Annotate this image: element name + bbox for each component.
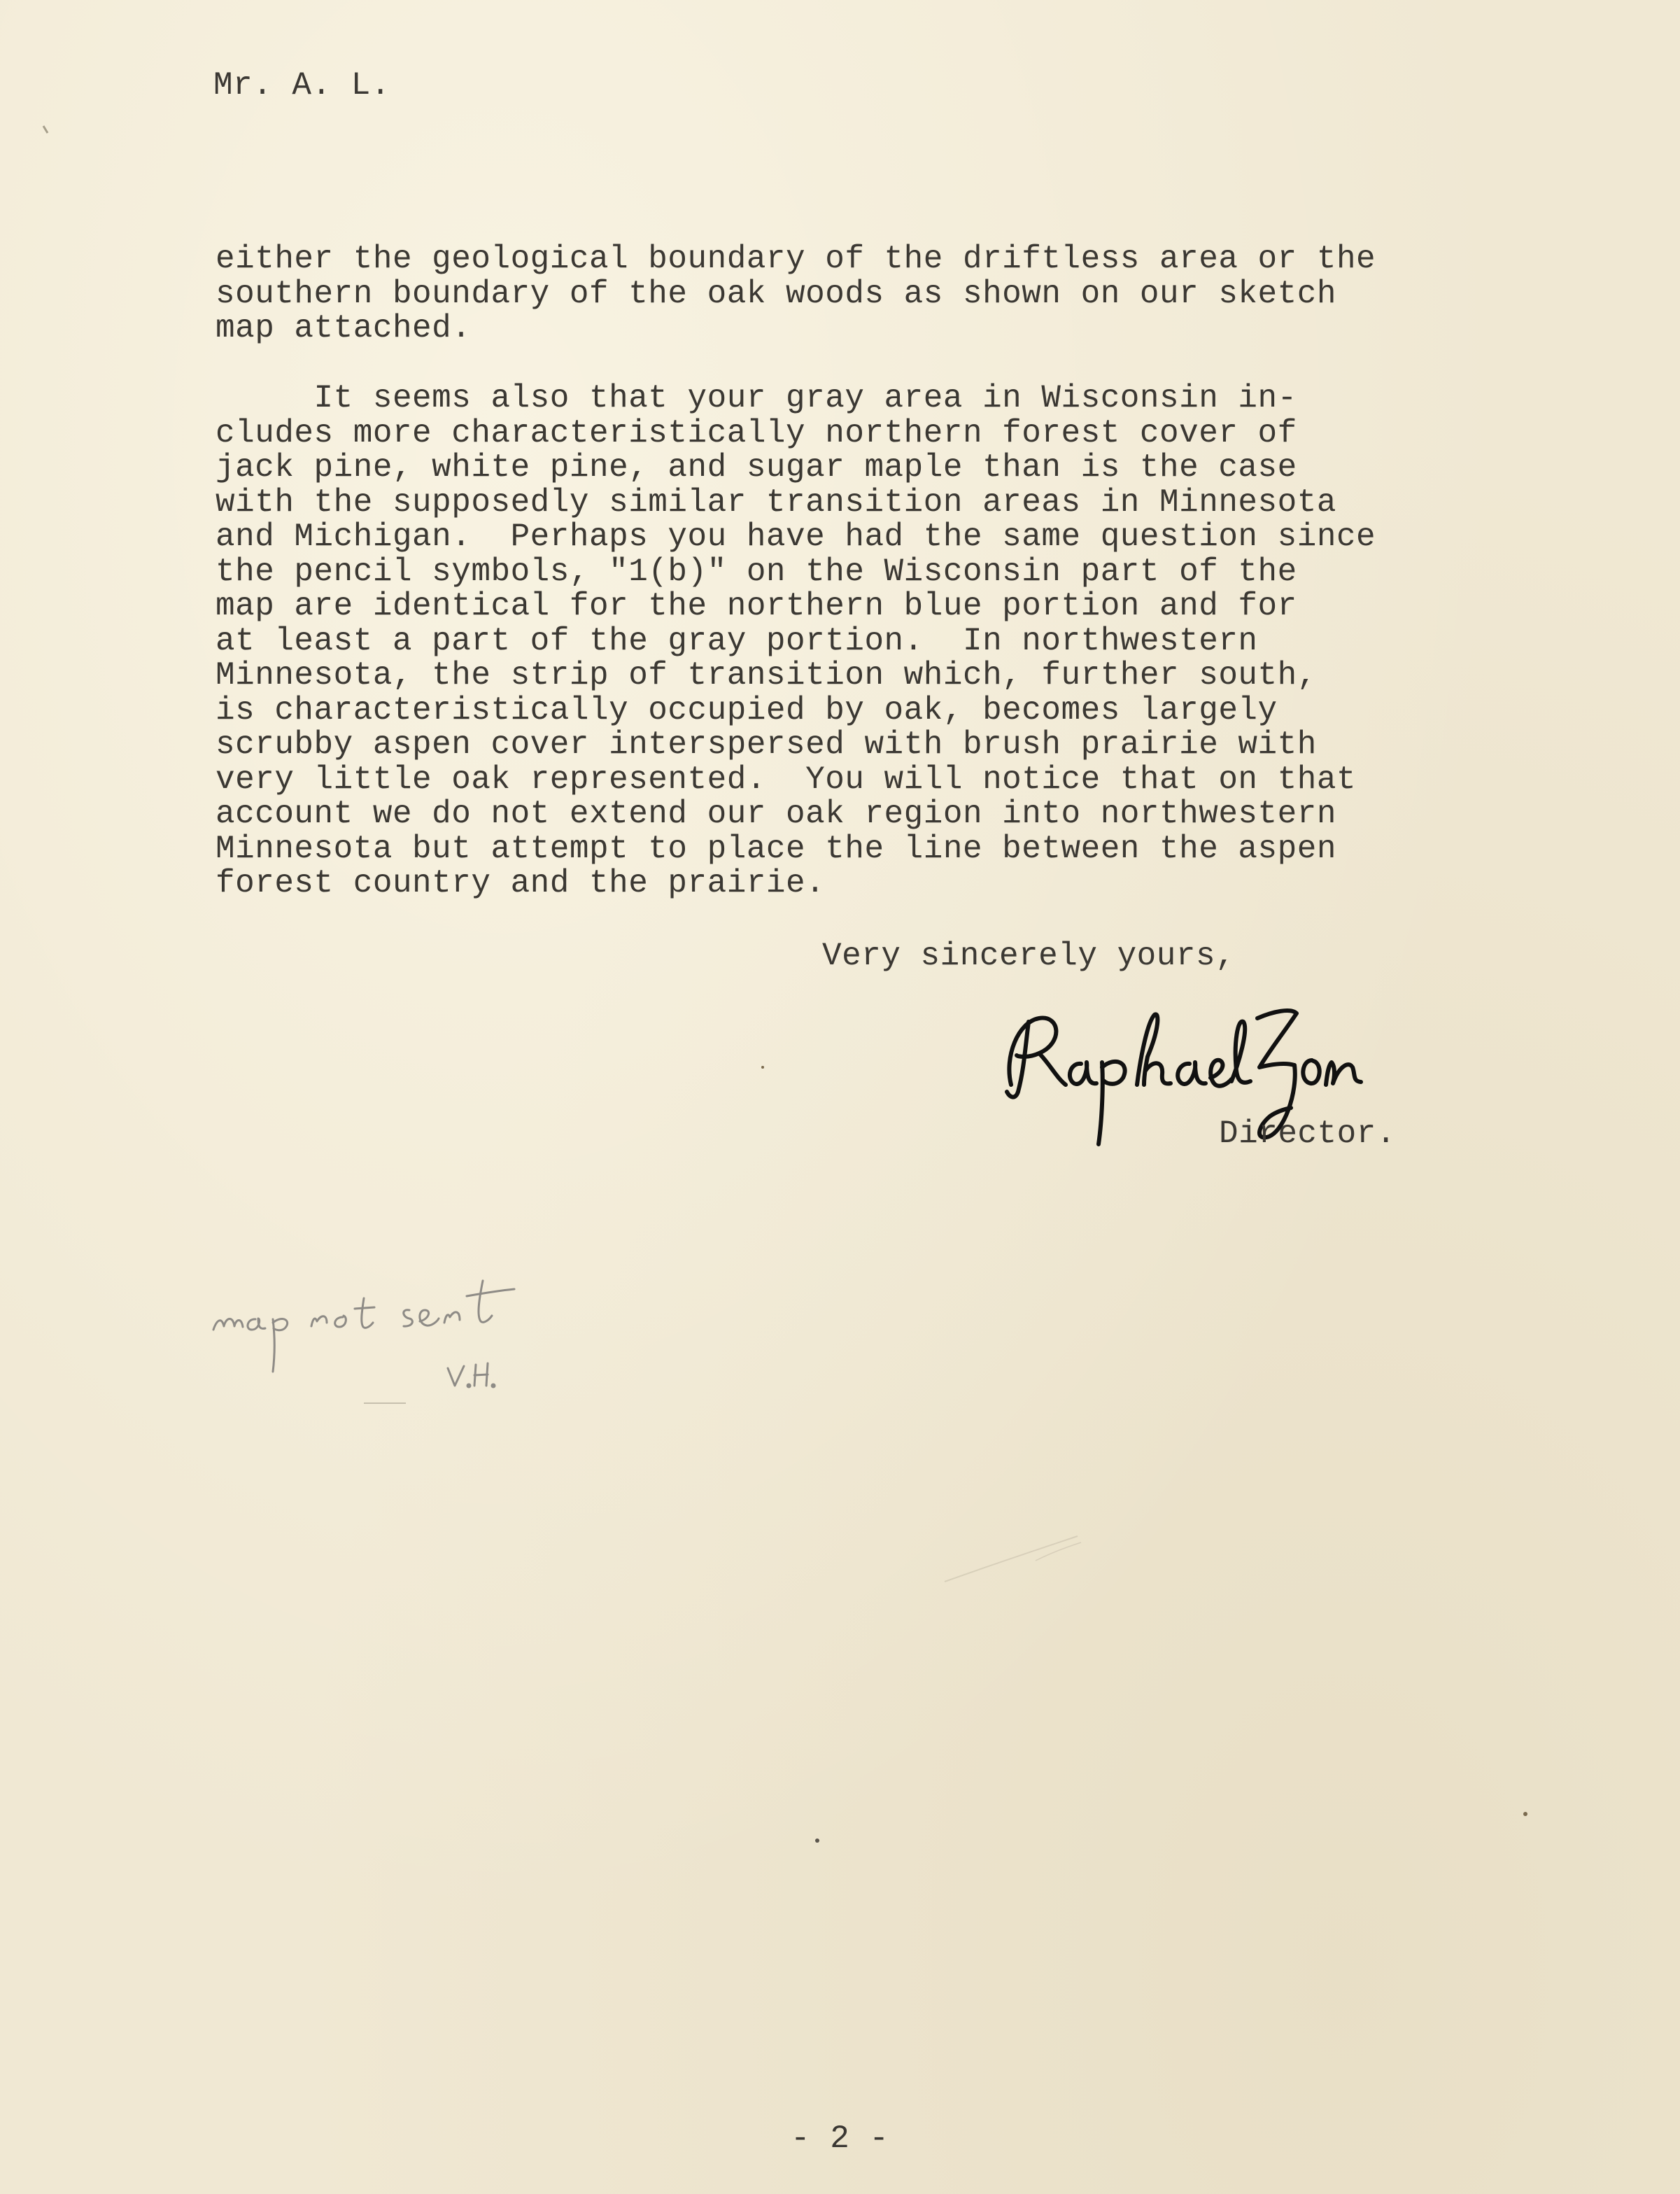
signer-title: Director. (1219, 1116, 1396, 1152)
paragraph-2-line: is characteristically occupied by oak, becomes largely (216, 691, 1278, 729)
paragraph-2-line: the pencil symbols, "1(b)" on the Wisconsin part of the (216, 553, 1297, 590)
paragraph-2 (216, 381, 1376, 901)
paragraph-1-line: southern boundary of the oak woods as shown on our sketch (216, 275, 1336, 312)
paragraph-2-line: scrubby aspen cover interspersed with brush prairie with (216, 726, 1317, 763)
paragraph-2-line: with the supposedly similar transition areas in Minnesota (216, 484, 1336, 521)
paragraph-2-line: very little oak represented. You will notice that on that (216, 761, 1357, 798)
handwritten-note (206, 1260, 626, 1442)
paragraph-2-line: forest country and the prairie. (216, 865, 826, 901)
paragraph-1-line: either the geological boundary of the driftless area or the (216, 241, 1376, 277)
paragraph-2-line: Minnesota, the strip of transition which, further south, (216, 657, 1317, 694)
paragraph-1-line: map attached. (216, 310, 472, 346)
paragraph-2-line: It seems also that your gray area in Wisconsin in- (216, 380, 1297, 416)
recipient-header: Mr. A. L. (213, 67, 390, 104)
paragraph-2-line: Minnesota but attempt to place the line between the aspen (216, 830, 1336, 867)
paragraph-2-line: account we do not extend our oak region into northwestern (216, 796, 1336, 832)
paragraph-2-line: at least a part of the gray portion. In northwestern (216, 622, 1258, 659)
closing-line: Very sincerely yours, (822, 938, 1236, 974)
paragraph-2-line: and Michigan. Perhaps you have had the same question since (216, 519, 1376, 555)
paragraph-2-line: jack pine, white pine, and sugar maple than is the case (216, 449, 1297, 486)
paragraph-2-line: cludes more characteristically northern forest cover of (216, 414, 1297, 451)
paragraph-1 (216, 242, 1376, 346)
page-number: - 2 - (791, 2121, 889, 2157)
paragraph-2-line: map are identical for the northern blue portion and for (216, 588, 1297, 624)
